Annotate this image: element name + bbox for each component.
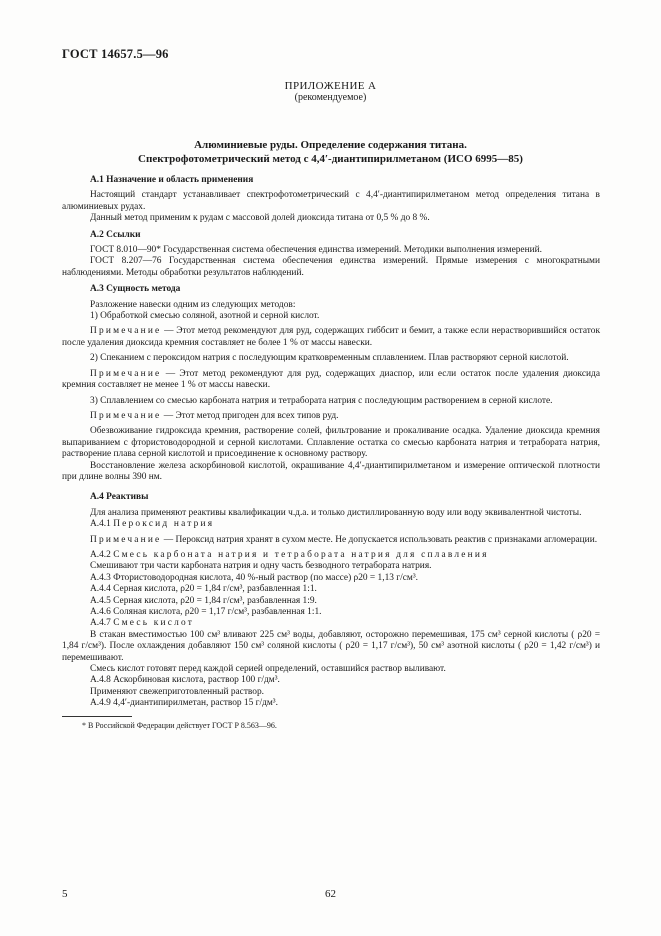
- reagent-name: Смесь кислот: [113, 618, 195, 629]
- reagent-item: А.4.4 Серная кислота, ρ20 = 1,84 г/см³, разбавленная 1:1.: [90, 584, 317, 595]
- standard-code-header: ГОСТ 14657.5—96: [62, 47, 169, 61]
- page-number-left: 5: [62, 888, 68, 900]
- footnote: * В Российской Федерации действует ГОСТ Р 8.563—96.: [82, 720, 277, 730]
- note: [62, 411, 600, 422]
- reagent-number: А.4.1: [90, 519, 111, 530]
- page-number-center: 62: [325, 888, 336, 900]
- paragraph: Применяют свежеприготовленный раствор.: [90, 686, 265, 697]
- title-line-1: Алюминиевые руды. Определение содержания титана.: [194, 139, 467, 151]
- note-label: Примечание: [90, 368, 162, 379]
- reagent-item: А.4.6 Соляная кислота, ρ20 = 1,17 г/см³, разбавленная 1:1.: [90, 607, 322, 617]
- paragraph: Смешивают три части карбоната натрия и одну часть безводного тетрабората натрия.: [90, 561, 432, 572]
- note-text: — Этот метод рекомендуют для руд, содержащих диаспор, или если остаток после удаления диоксида кремния составляет не менее 1 % от массы навески.: [62, 368, 600, 391]
- reagent-item: А.4.8 Аскорбиновая кислота, раствор 100 г/дм³.: [90, 675, 280, 686]
- appendix-label: ПРИЛОЖЕНИЕ А: [284, 80, 377, 92]
- paragraph: 2) Спеканием с пероксидом натрия с последующим кратковременным сплавлением. Плав растворяют серной кислотой.: [90, 353, 569, 364]
- paragraph: Данный метод применим к рудам с массовой долей диоксида титана от 0,5 % до 8 %.: [90, 213, 430, 224]
- reference-item: ГОСТ 8.207—76 Государственная система обеспечения единства измерений. Прямые измерения с многократными наблюдениями. Методы обработки результатов наблюдений.: [62, 256, 600, 278]
- reagent-item: А.4.9 4,4′-диантипирилметан, раствор 15 г/дм³.: [90, 698, 278, 709]
- reagent-number: А.4.7: [90, 618, 111, 629]
- note-label: Примечание: [90, 534, 162, 545]
- note-label: Примечание: [90, 326, 162, 337]
- reagent-number: А.4.2: [90, 549, 111, 560]
- note-text: — Этот метод пригоден для всех типов руд.: [161, 410, 339, 421]
- reagent-item: [62, 519, 600, 530]
- paragraph: Восстановление железа аскорбиновой кислотой, окрашивание 4,4′-диантипирилметаном и измерение оптической плотности при длине волны 390 нм.: [62, 460, 600, 482]
- note-text: — Этот метод рекомендуют для руд, содержащих гиббсит и бемит, а также если нерастворившийся остаток после удаления диоксида кремния составляет не более 1 % от массы навески.: [62, 326, 600, 348]
- paragraph: Для анализа применяют реактивы квалификации ч.д.а. и только дистиллированную воду или воду эквивалентной чистоты.: [90, 507, 582, 518]
- reference-item: ГОСТ 8.010—90* Государственная система обеспечения единства измерений. Методики выполнения измерений.: [90, 245, 542, 256]
- paragraph: Смесь кислот готовят перед каждой серией определений, оставшийся раствор выливают.: [90, 664, 446, 675]
- paragraph: 1) Обработкой смесью соляной, азотной и серной кислот.: [90, 311, 320, 322]
- reagent-name: Пероксид натрия: [113, 519, 215, 530]
- reagent-item: [62, 550, 600, 561]
- note-label: Примечание: [90, 410, 162, 421]
- title-line-2: Спектрофотометрический метод с 4,4′-диантипирилметаном (ИСО 6995—85): [138, 153, 523, 165]
- appendix-type: (рекомендуемое): [294, 92, 367, 103]
- note: [62, 535, 600, 546]
- note: [62, 326, 600, 349]
- paragraph: В стакан вместимостью 100 см³ вливают 225 см³ воды, добавляют, осторожно перемешивая, 175 см³ серной кислоты ( ρ20 = 1,84 г/см³). После охлаждения добавляют 150 см³ соляной кислоты ( ρ20 = 1,17 г/см³), 50 см³ азотной кислоты ( ρ20 = 1,42 г/см³) и перемешивают.: [62, 629, 600, 663]
- reagent-item: А.4.3 Фтористоводородная кислота, 40 %-ный раствор (по массе) ρ20 = 1,13 г/см³.: [90, 572, 419, 583]
- reagent-name: Смесь карбоната натрия и тетрабората натрия для сплавления: [113, 549, 489, 560]
- paragraph: Обезвоживание гидроксида кремния, растворение солей, фильтрование и прокаливание осадка. Удаление диоксида кремния выпариванием с фтористоводородной и серной кислотами. Сплавление остатка со смесью карбоната натрия и тетрабората натрия, растворение плава серной кислотой и присоединение к основному раствору.: [62, 426, 600, 460]
- appendix-heading: [0, 80, 661, 104]
- document-title: [0, 138, 661, 166]
- reagent-item: А.4.5 Серная кислота, ρ20 = 1,84 г/см³, разбавленная 1:9.: [90, 595, 317, 606]
- note-text: — Пероксид натрия хранят в сухом месте. Не допускается использовать реактив с признаками агломерации.: [161, 534, 598, 545]
- section-heading-a2: А.2 Ссылки: [90, 229, 141, 240]
- section-heading-a1: А.1 Назначение и область применения: [90, 175, 254, 185]
- document-body: [62, 170, 600, 731]
- reagent-item: [62, 618, 600, 629]
- footnote-divider: [62, 716, 132, 717]
- paragraph: 3) Сплавлением со смесью карбоната натрия и тетрабората натрия с последующим растворением в серной кислоте.: [90, 395, 553, 406]
- paragraph: Настоящий стандарт устанавливает спектрофотометрический с 4,4′-диантипирилметаном метод определения титана в алюминиевых рудах.: [62, 190, 600, 212]
- section-heading-a4: А.4 Реактивы: [90, 492, 149, 503]
- paragraph: Разложение навески одним из следующих методов:: [90, 299, 296, 310]
- note: [62, 369, 600, 392]
- section-heading-a3: А.3 Сущность метода: [90, 284, 181, 295]
